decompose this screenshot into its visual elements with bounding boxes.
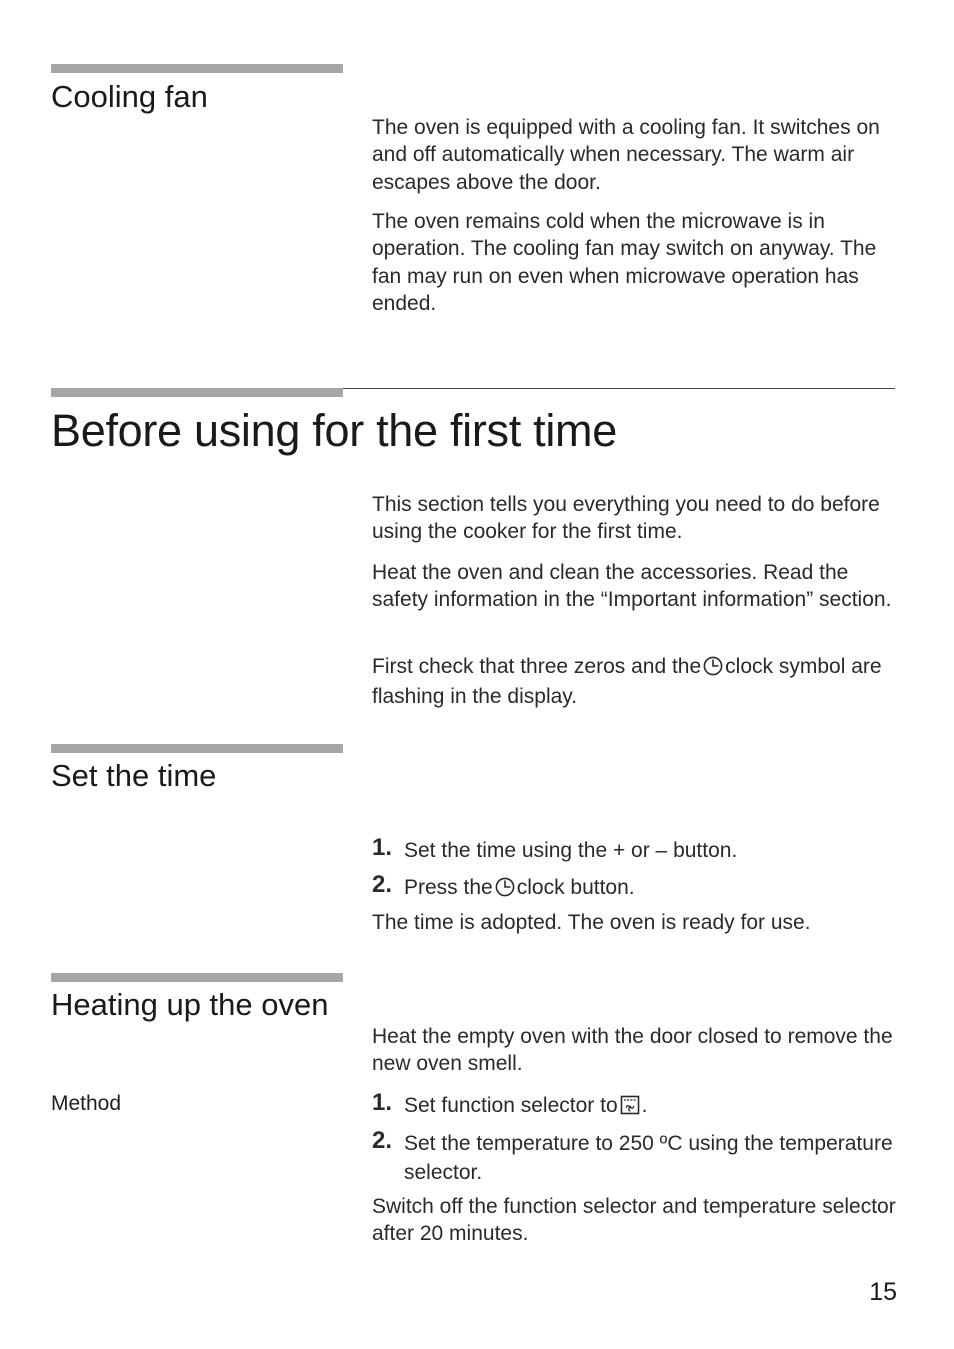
- set-time-step-2: [372, 871, 902, 906]
- clock-icon: [703, 656, 723, 683]
- method-label: Method: [51, 1092, 122, 1115]
- clock-para-text-before: First check that three zeros and the: [372, 655, 702, 678]
- set-time-step-1: [372, 834, 902, 866]
- step-text-after: clock button.: [516, 876, 635, 899]
- step-text-after: .: [641, 1094, 648, 1117]
- heating-step-2: [372, 1127, 902, 1187]
- clock-icon: [495, 877, 515, 906]
- heating-intro: Heat the empty oven with the door closed to remove the new oven smell.: [372, 1025, 893, 1076]
- cooling-fan-paragraph-1: The oven is equipped with a cooling fan. It switches on and off automatically when necessary. The warm air escapes above the door.: [372, 116, 880, 194]
- step-number: 2.: [372, 871, 393, 898]
- step-text-before: Set function selector to: [404, 1094, 618, 1117]
- step-number: 2.: [372, 1127, 393, 1154]
- heating-result: Switch off the function selector and temperature selector after 20 minutes.: [372, 1195, 896, 1246]
- section-bar: [51, 388, 343, 397]
- step-text-before: Press the: [404, 876, 493, 899]
- intro-paragraph-2: Heat the oven and clean the accessories. Read the safety information in the “Important information” section.: [372, 561, 892, 612]
- section-bar: [51, 973, 343, 982]
- page-title: Before using for the first time: [51, 405, 617, 456]
- step-number: 1.: [372, 1089, 393, 1116]
- step-number: 1.: [372, 834, 393, 861]
- step-text: Set the time using the + or – button.: [404, 839, 738, 862]
- title-rule: [343, 388, 895, 389]
- set-time-result: The time is adopted. The oven is ready for use.: [372, 911, 811, 934]
- section-bar: [51, 64, 343, 73]
- hot-air-grill-icon: [620, 1095, 640, 1124]
- heading-cooling-fan: Cooling fan: [51, 79, 208, 114]
- section-bar: [51, 744, 343, 753]
- intro-paragraph-3: [372, 653, 902, 711]
- clock-para-text-after: clock symbol are flashing in the display.: [372, 655, 882, 709]
- page-number: 15: [869, 1278, 897, 1306]
- heading-set-the-time: Set the time: [51, 758, 217, 793]
- heating-step-1: [372, 1089, 902, 1124]
- cooling-fan-paragraph-2: The oven remains cold when the microwave is in operation. The cooling fan may switch on anyway. The fan may run on even when microwave operation has ended.: [372, 210, 877, 315]
- heading-heating-up-the-oven: Heating up the oven: [51, 987, 329, 1022]
- step-text: Set the temperature to 250 ºC using the temperature selector.: [404, 1132, 893, 1184]
- intro-paragraph-1: This section tells you everything you need to do before using the cooker for the first time.: [372, 493, 880, 544]
